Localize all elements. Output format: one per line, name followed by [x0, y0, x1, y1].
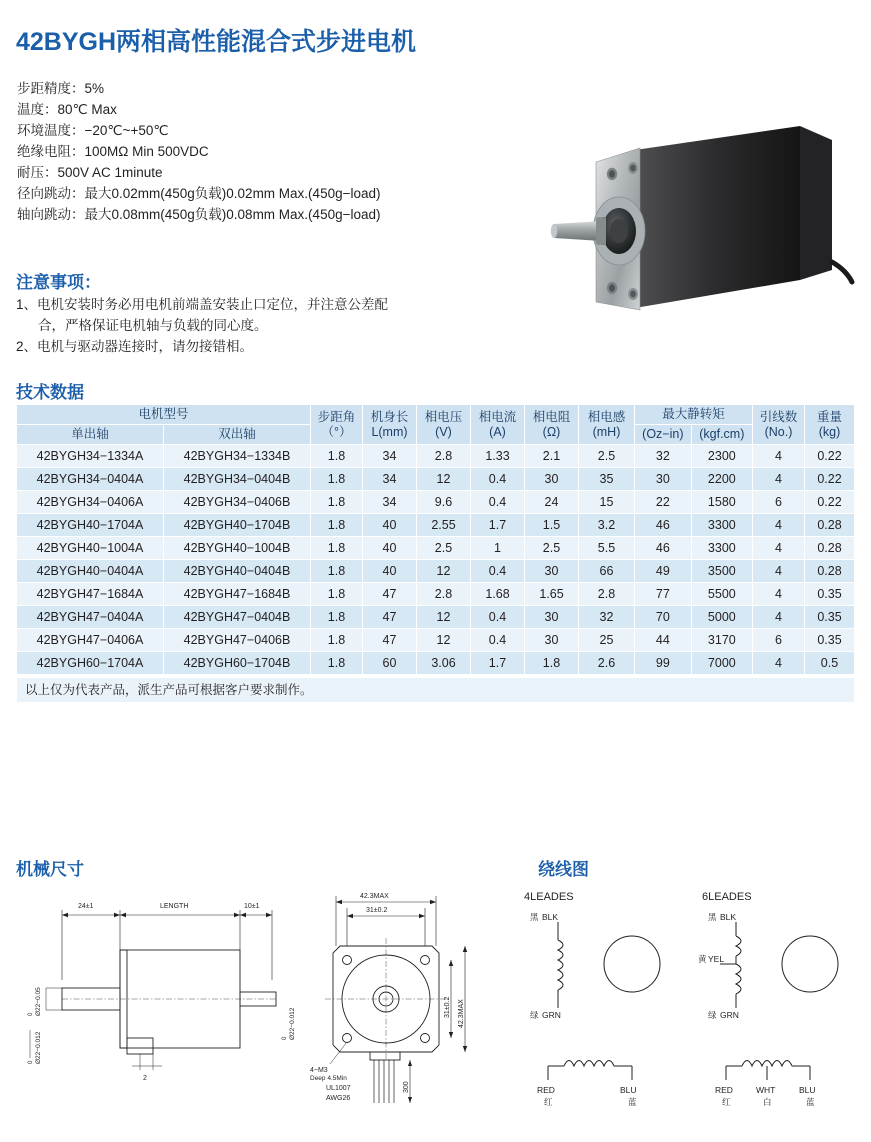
cell-inductance: 32 — [579, 606, 635, 629]
cell-step-angle: 1.8 — [311, 537, 363, 560]
hole-spec-label: 4−M3 — [310, 1067, 328, 1074]
col-header-weight-label: 重量 — [816, 409, 842, 424]
shaft-diameter-2-tol: 0 — [28, 1060, 34, 1064]
cell-length: 47 — [363, 629, 417, 652]
cell-double-shaft: 42BYGH60−1704B — [164, 652, 311, 675]
col-header-leads-label: 引线数 — [759, 409, 798, 424]
cell-double-shaft: 42BYGH40−1704B — [164, 514, 311, 537]
lead-label-en: GRN — [720, 1010, 739, 1020]
table-row — [17, 445, 855, 468]
col-header-voltage — [417, 405, 471, 445]
tech-data-title: 技术数据 — [16, 383, 84, 402]
spec-item: 耐压：500V AC 1minute — [17, 165, 163, 180]
cell-voltage: 2.55 — [417, 514, 471, 537]
cell-double-shaft: 42BYGH40−1004B — [164, 537, 311, 560]
notice-body — [16, 294, 516, 357]
bottom-lead-en: RED — [715, 1085, 733, 1095]
cell-inductance: 35 — [579, 468, 635, 491]
bottom-lead-cn: 红 — [722, 1097, 731, 1107]
lead-label-en: GRN — [542, 1010, 561, 1020]
cell-step-angle: 1.8 — [311, 491, 363, 514]
col-header-current — [471, 405, 525, 445]
cell-torque-oz: 70 — [635, 606, 692, 629]
cell-single-shaft: 42BYGH40−1004A — [17, 537, 164, 560]
cell-single-shaft: 42BYGH60−1704A — [17, 652, 164, 675]
cell-torque-oz: 46 — [635, 537, 692, 560]
cell-single-shaft: 42BYGH47−0406A — [17, 629, 164, 652]
col-header-leads — [753, 405, 805, 445]
cell-single-shaft: 42BYGH34−1334A — [17, 445, 164, 468]
cell-leads: 4 — [753, 514, 805, 537]
cell-length: 47 — [363, 606, 417, 629]
cell-torque-oz: 44 — [635, 629, 692, 652]
cell-double-shaft: 42BYGH47−0406B — [164, 629, 311, 652]
col-header-length-label: 机身长 — [370, 409, 409, 424]
cell-single-shaft: 42BYGH40−0404A — [17, 560, 164, 583]
cell-resistance: 1.65 — [525, 583, 579, 606]
cell-resistance: 30 — [525, 629, 579, 652]
cell-weight: 0.35 — [805, 629, 855, 652]
table-row — [17, 537, 855, 560]
spec-item: 环境温度：−20℃~+50℃ — [17, 123, 169, 138]
table-row — [17, 606, 855, 629]
notice-title: 注意事项： — [16, 273, 101, 292]
cell-torque-kgf: 2200 — [691, 468, 752, 491]
wire-length-label: 300 — [403, 1081, 410, 1093]
cell-length: 47 — [363, 583, 417, 606]
cell-current: 0.4 — [471, 606, 525, 629]
cell-weight: 0.35 — [805, 606, 855, 629]
cell-voltage: 12 — [417, 606, 471, 629]
bottom-lead-en: RED — [537, 1085, 555, 1095]
cell-leads: 4 — [753, 560, 805, 583]
spec-item: 轴向跳动：最大0.08mm(450g负载)0.08mm Max.(450g−load) — [17, 207, 381, 222]
winding-right-title: 6LEADES — [702, 891, 752, 903]
cell-current: 0.4 — [471, 491, 525, 514]
cell-leads: 4 — [753, 606, 805, 629]
table-row — [17, 583, 855, 606]
lead-label-en: BLK — [720, 912, 737, 922]
lead-label-en: YEL — [708, 954, 725, 964]
cell-leads: 4 — [753, 537, 805, 560]
col-header-length-unit: L(mm) — [371, 424, 408, 439]
cell-length: 34 — [363, 491, 417, 514]
cell-leads: 6 — [753, 629, 805, 652]
cell-current: 0.4 — [471, 629, 525, 652]
table-row — [17, 514, 855, 537]
col-header-resistance-unit: (Ω) — [542, 424, 561, 439]
cell-voltage: 2.8 — [417, 583, 471, 606]
cell-current: 1.33 — [471, 445, 525, 468]
table-footnote: 以上仅为代表产品，派生产品可根据客户要求制作。 — [16, 677, 855, 703]
tech-data-table — [16, 404, 855, 675]
bottom-lead-en: BLU — [620, 1085, 637, 1095]
lead-label-cn: 黑 — [530, 912, 539, 922]
cell-single-shaft: 42BYGH34−0404A — [17, 468, 164, 491]
cell-torque-oz: 49 — [635, 560, 692, 583]
cell-step-angle: 1.8 — [311, 583, 363, 606]
cell-leads: 4 — [753, 468, 805, 491]
cell-resistance: 2.5 — [525, 537, 579, 560]
notice-line: 1、电机安装时务必用电机前端盖安装止口定位，并注意公差配 — [16, 297, 389, 312]
cell-torque-oz: 32 — [635, 445, 692, 468]
cell-torque-kgf: 1580 — [691, 491, 752, 514]
page-title: 42BYGH两相高性能混合式步进电机 — [16, 28, 417, 56]
cell-torque-kgf: 5500 — [691, 583, 752, 606]
table-row — [17, 468, 855, 491]
motor-product-photo — [540, 112, 855, 332]
cell-torque-kgf: 5000 — [691, 606, 752, 629]
cell-inductance: 3.2 — [579, 514, 635, 537]
shaft-diameter-3-tol: 0 — [282, 1036, 288, 1040]
cell-voltage: 3.06 — [417, 652, 471, 675]
cell-inductance: 2.6 — [579, 652, 635, 675]
dim-24-label: 24±1 — [78, 903, 94, 910]
winding-left-title: 4LEADES — [524, 891, 574, 903]
cell-current: 1.7 — [471, 514, 525, 537]
cell-torque-kgf: 3300 — [691, 514, 752, 537]
dim-10-label: 10±1 — [244, 903, 260, 910]
cell-single-shaft: 42BYGH47−1684A — [17, 583, 164, 606]
cell-current: 1 — [471, 537, 525, 560]
cell-step-angle: 1.8 — [311, 468, 363, 491]
cell-torque-oz: 30 — [635, 468, 692, 491]
cell-voltage: 12 — [417, 468, 471, 491]
cell-current: 0.4 — [471, 560, 525, 583]
cell-voltage: 9.6 — [417, 491, 471, 514]
col-header-torque-kgf: (kgf.cm) — [691, 425, 752, 445]
col-header-single-shaft: 单出轴 — [17, 425, 164, 445]
cell-torque-kgf: 2300 — [691, 445, 752, 468]
lead-label-cn: 黑 — [708, 912, 717, 922]
notice-line: 合，严格保证电机轴与负载的同心度。 — [38, 318, 268, 333]
cell-step-angle: 1.8 — [311, 652, 363, 675]
col-header-inductance-unit: (mH) — [592, 424, 621, 439]
shaft-diameter-2: Ø22−0.012 — [35, 1031, 42, 1064]
cell-torque-kgf: 3170 — [691, 629, 752, 652]
cell-resistance: 2.1 — [525, 445, 579, 468]
cell-double-shaft: 42BYGH34−1334B — [164, 445, 311, 468]
cell-weight: 0.28 — [805, 514, 855, 537]
spec-item: 绝缘电阻：100MΩ Min 500VDC — [17, 144, 209, 159]
table-row — [17, 491, 855, 514]
cell-double-shaft: 42BYGH40−0404B — [164, 560, 311, 583]
cell-weight: 0.5 — [805, 652, 855, 675]
cell-leads: 6 — [753, 491, 805, 514]
cell-length: 34 — [363, 468, 417, 491]
col-header-voltage-label: 相电压 — [424, 409, 463, 424]
dim-31-side: 31±0.2 — [444, 996, 451, 1018]
cell-voltage: 12 — [417, 560, 471, 583]
cell-torque-oz: 99 — [635, 652, 692, 675]
cell-resistance: 1.8 — [525, 652, 579, 675]
cell-step-angle: 1.8 — [311, 445, 363, 468]
dim-2-label: 2 — [143, 1075, 147, 1082]
cell-length: 34 — [363, 445, 417, 468]
col-header-leads-unit: (No.) — [764, 424, 793, 439]
cell-weight: 0.35 — [805, 583, 855, 606]
cell-resistance: 24 — [525, 491, 579, 514]
cell-resistance: 1.5 — [525, 514, 579, 537]
cell-step-angle: 1.8 — [311, 629, 363, 652]
notice-line: 2、电机与驱动器连接时，请勿接错相。 — [16, 339, 254, 354]
cell-step-angle: 1.8 — [311, 560, 363, 583]
col-header-resistance-label: 相电阻 — [532, 409, 571, 424]
cell-voltage: 12 — [417, 629, 471, 652]
bottom-lead-cn: 蓝 — [806, 1097, 815, 1107]
cell-torque-oz: 77 — [635, 583, 692, 606]
col-header-current-label: 相电流 — [478, 409, 517, 424]
bottom-lead-en: BLU — [799, 1085, 816, 1095]
cell-weight: 0.28 — [805, 560, 855, 583]
bottom-lead-cn: 白 — [763, 1097, 772, 1107]
col-header-current-unit: (A) — [489, 424, 506, 439]
col-header-step-angle-unit: （°） — [321, 424, 352, 439]
cell-step-angle: 1.8 — [311, 606, 363, 629]
cell-weight: 0.22 — [805, 468, 855, 491]
cell-torque-kgf: 7000 — [691, 652, 752, 675]
col-header-resistance — [525, 405, 579, 445]
spec-item: 温度：80℃ Max — [17, 102, 117, 117]
specification-list — [17, 78, 537, 225]
cell-voltage: 2.8 — [417, 445, 471, 468]
col-header-weight — [805, 405, 855, 445]
dim-423max-side: 42.3MAX — [458, 999, 465, 1028]
col-header-torque: 最大静转矩 — [635, 405, 753, 425]
cell-inductance: 2.5 — [579, 445, 635, 468]
cell-current: 0.4 — [471, 468, 525, 491]
cell-leads: 4 — [753, 583, 805, 606]
lead-label-cn: 绿 — [708, 1010, 717, 1020]
cell-double-shaft: 42BYGH34−0404B — [164, 468, 311, 491]
cell-inductance: 5.5 — [579, 537, 635, 560]
cell-inductance: 2.8 — [579, 583, 635, 606]
col-header-step-angle-label: 步距角 — [317, 409, 356, 424]
shaft-diameter-3: Ø22−0.012 — [289, 1007, 296, 1040]
col-header-double-shaft: 双出轴 — [164, 425, 311, 445]
shaft-diameter-1: Ø22−0.05 — [35, 987, 42, 1016]
cell-inductance: 15 — [579, 491, 635, 514]
col-header-weight-unit: (kg) — [818, 424, 841, 439]
dim-length-label: LENGTH — [160, 903, 189, 910]
cell-double-shaft: 42BYGH34−0406B — [164, 491, 311, 514]
spec-item: 步距精度：5% — [17, 81, 105, 96]
lead-label-cn: 黄 — [698, 954, 707, 964]
cell-inductance: 25 — [579, 629, 635, 652]
wire-type-1: UL1007 — [326, 1085, 351, 1092]
cell-weight: 0.28 — [805, 537, 855, 560]
cell-length: 40 — [363, 560, 417, 583]
cell-resistance: 30 — [525, 560, 579, 583]
col-header-model-group: 电机型号 — [17, 405, 311, 425]
cell-single-shaft: 42BYGH40−1704A — [17, 514, 164, 537]
col-header-length — [363, 405, 417, 445]
cell-double-shaft: 42BYGH47−1684B — [164, 583, 311, 606]
cell-weight: 0.22 — [805, 491, 855, 514]
cell-current: 1.7 — [471, 652, 525, 675]
cell-torque-oz: 22 — [635, 491, 692, 514]
bottom-lead-en: WHT — [756, 1085, 776, 1095]
table-row — [17, 560, 855, 583]
dim-423max-top: 42.3MAX — [360, 893, 389, 900]
cell-current: 1.68 — [471, 583, 525, 606]
cell-voltage: 2.5 — [417, 537, 471, 560]
winding-diagram — [520, 888, 865, 1118]
table-row — [17, 629, 855, 652]
table-header-row-1 — [17, 405, 855, 425]
cell-torque-oz: 46 — [635, 514, 692, 537]
cell-inductance: 66 — [579, 560, 635, 583]
cell-length: 40 — [363, 514, 417, 537]
col-header-inductance-label: 相电感 — [587, 409, 626, 424]
bottom-lead-cn: 蓝 — [628, 1097, 637, 1107]
cell-resistance: 30 — [525, 468, 579, 491]
winding-title: 绕线图 — [538, 860, 589, 879]
lead-label-cn: 绿 — [530, 1010, 539, 1020]
cell-torque-kgf: 3500 — [691, 560, 752, 583]
wire-type-2: AWG26 — [326, 1095, 351, 1102]
col-header-step-angle — [311, 405, 363, 445]
cell-length: 60 — [363, 652, 417, 675]
cell-step-angle: 1.8 — [311, 514, 363, 537]
cell-weight: 0.22 — [805, 445, 855, 468]
dim-31-top: 31±0.2 — [366, 907, 388, 914]
cell-length: 40 — [363, 537, 417, 560]
col-header-torque-oz: (Oz−in) — [635, 425, 692, 445]
cell-resistance: 30 — [525, 606, 579, 629]
mechanical-dimension-drawing — [10, 888, 510, 1133]
hole-depth-label: Deep 4.5Min — [310, 1075, 347, 1082]
table-row — [17, 652, 855, 675]
dimensions-title: 机械尺寸 — [16, 860, 84, 879]
lead-label-en: BLK — [542, 912, 559, 922]
col-header-inductance — [579, 405, 635, 445]
bottom-lead-cn: 红 — [544, 1097, 553, 1107]
cell-single-shaft: 42BYGH47−0404A — [17, 606, 164, 629]
cell-leads: 4 — [753, 445, 805, 468]
cell-single-shaft: 42BYGH34−0406A — [17, 491, 164, 514]
cell-torque-kgf: 3300 — [691, 537, 752, 560]
spec-item: 径向跳动：最大0.02mm(450g负载)0.02mm Max.(450g−load) — [17, 186, 381, 201]
cell-leads: 4 — [753, 652, 805, 675]
cell-double-shaft: 42BYGH47−0404B — [164, 606, 311, 629]
col-header-voltage-unit: (V) — [435, 424, 452, 439]
shaft-diameter-1-tol: 0 — [28, 1012, 34, 1016]
